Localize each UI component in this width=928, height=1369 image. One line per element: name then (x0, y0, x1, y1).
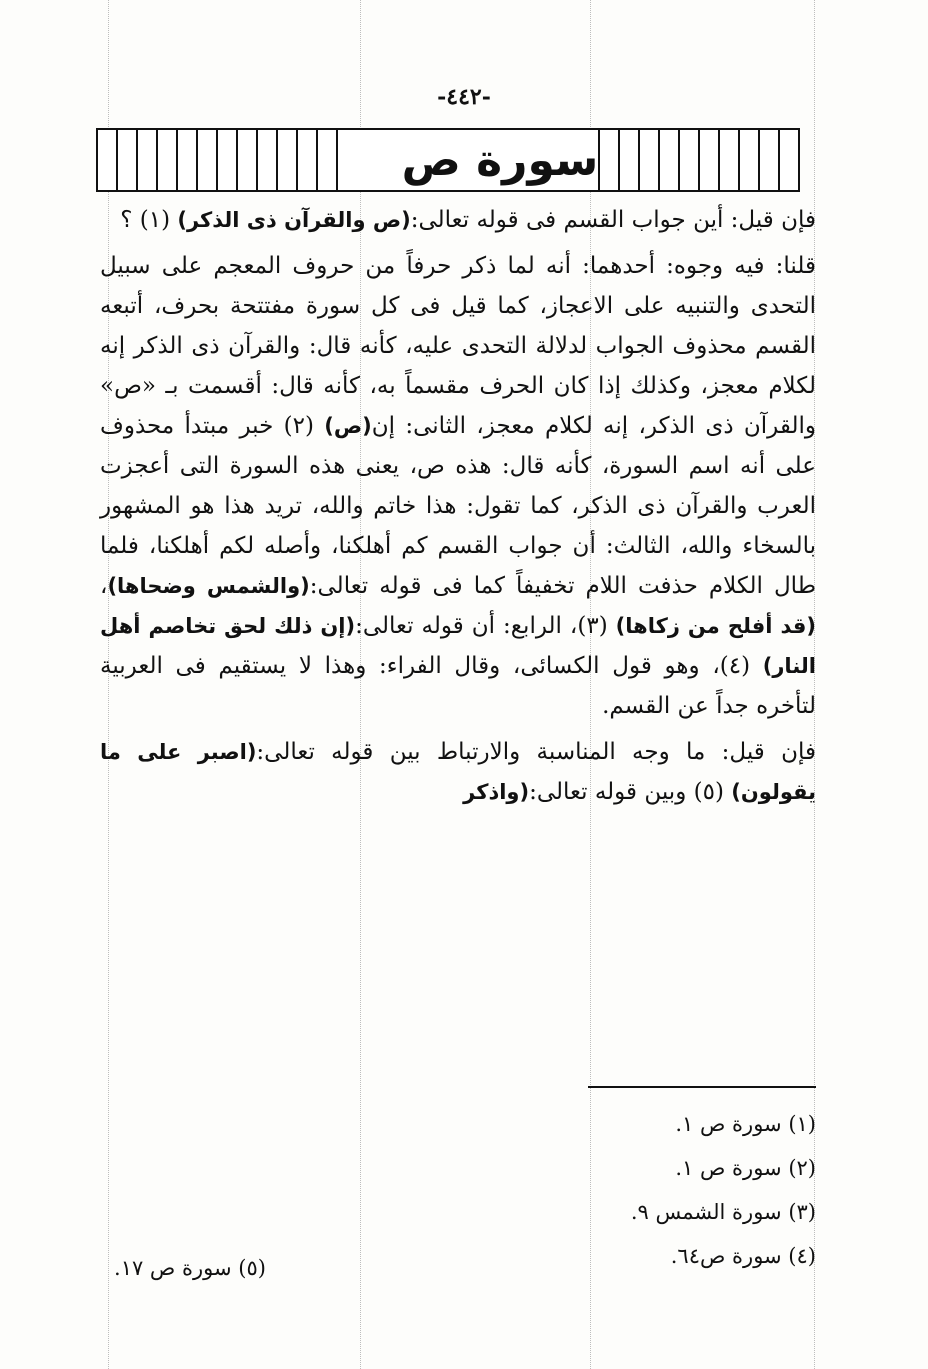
quran-quote: (إن ذلك لحق تخاصم أهل النار) (100, 614, 816, 678)
paragraph-question-2 (100, 732, 816, 812)
main-text (100, 200, 816, 818)
surah-title-banner (96, 128, 800, 192)
footnote-2: (٢) سورة ص ١. (675, 1156, 816, 1180)
quran-quote: (قد أفلح من زكاها) (615, 614, 816, 638)
text-run: (٥) وبين قوله تعالى: (529, 779, 732, 805)
text-run: (٣)، الرابع: أن قوله تعالى: (355, 613, 616, 639)
footnote-1: (١) سورة ص ١. (675, 1112, 816, 1136)
text-run: قلنا: فيه وجوه: أحدهما: أنه لما ذكر حرفاً من حروف المعجم على سبيل التحدى والتنبيه على الاعجاز، كما قيل فى كل سورة مفتتحة بحرف، أتبعه القسم محذوف الجواب لدلالة التحدى عليه، كأنه قال: والقرآن ذى الذكر إنه لكلام معجز، وكذلك إذا كان الحرف مقسماً به، كأنه قال: أقسمت بـ «ص» والقرآن ذى الذكر، إنه لكلام معجز، الثانى: إن (100, 253, 816, 439)
text-run: فإن قيل: أين جواب القسم فى قوله تعالى: (410, 207, 816, 233)
quran-quote: (واذكر (463, 780, 530, 804)
footnote-4: (٤) سورة ص٦٤. (670, 1244, 816, 1268)
text-run: (٢) خبر مبتدأ محذوف على أنه اسم السورة، كأنه قال: هذه ص، يعنى هذه السورة التى أعجزت العرب والقرآن ذى الذكر، كما تقول: هذا خاتم والله، تريد هذا هو المشهور بالسخاء والله، الثالث: أن جواب القسم كم أهلكنا، وأصله لكم أهلكنا، فلما طال الكلام حذفت اللام تخفيفاً كما فى قوله تعالى: (100, 413, 816, 599)
banner-ornament-left (98, 130, 338, 190)
text-run: (٤)، وهو قول الكسائى، وقال الفراء: وهذا لا يستقيم فى العربية لتأخره جداً عن القسم. (100, 653, 816, 719)
paragraph-question-1 (100, 200, 816, 240)
text-run: ، (100, 573, 108, 599)
text-run: فإن قيل: ما وجه المناسبة والارتباط بين قوله تعالى: (256, 739, 816, 765)
text-run: (١) ؟ (120, 207, 178, 233)
surah-title: سورة ص (401, 134, 599, 186)
quran-quote: (ص والقرآن ذى الذكر) (177, 208, 411, 232)
quran-quote: (اصبر على ما يقولون) (100, 740, 816, 804)
quran-quote: (والشمس وضحاها) (107, 574, 310, 598)
page-number: -٤٤٢- (437, 84, 491, 110)
footnote-divider (588, 1086, 816, 1088)
footnotes-list (631, 1102, 816, 1278)
paragraph-answer-1 (100, 246, 816, 726)
footnote-3: (٣) سورة الشمس ٩. (630, 1200, 816, 1224)
quran-quote: (ص) (324, 414, 372, 438)
footnote-5: (٥) سورة ص ١٧. (114, 1256, 266, 1280)
banner-ornament-right (598, 130, 798, 190)
